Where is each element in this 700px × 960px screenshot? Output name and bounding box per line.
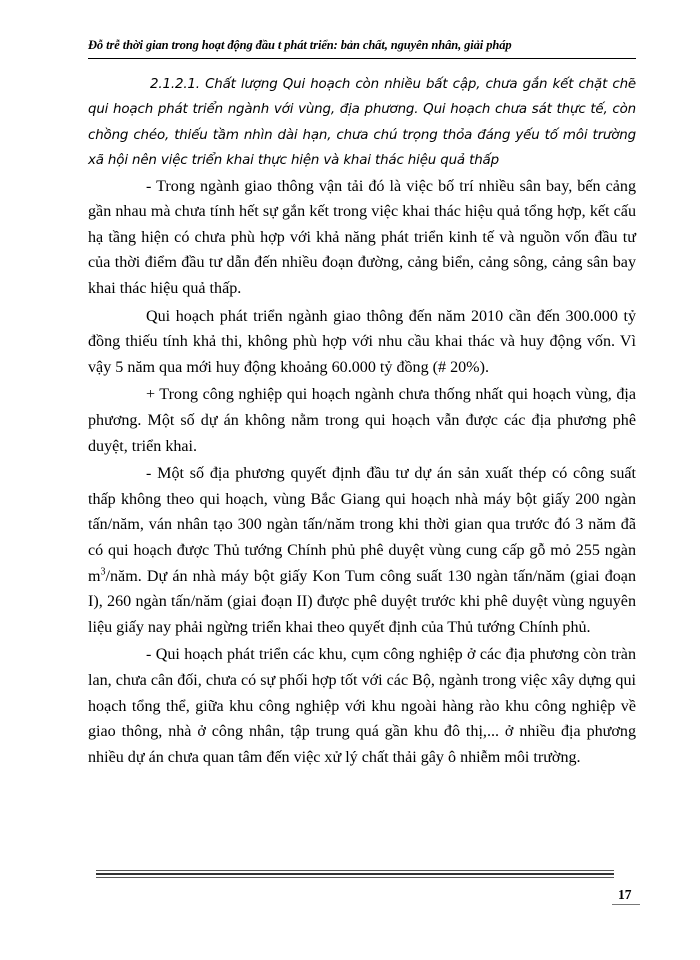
- running-header: Đỗ trễ thời gian trong hoạt động đầu t phát triển: bản chất, nguyên nhân, giải pháp: [88, 38, 512, 52]
- paragraph-industrial-zones: - Qui hoạch phát triển các khu, cụm công nghiệp ở các địa phương còn tràn lan, chưa cân đối, chưa có sự phối hợp tốt với các Bộ, ngành trong việc xây dựng qui hoạch tổng thể, giữa khu công nghiệp với khu ngoài hàng rào khu công nghiệp về giao thông, nhà ở công nhân, tập trung quá gần khu đô thị,... ở nhiều địa phương nhiều dự án chưa quan tâm đến việc xử lý chất thải gây ô nhiễm môi trường.: [88, 646, 636, 766]
- superscript-cubic: 3: [100, 566, 106, 578]
- paragraph-industry: + Trong công nghiệp qui hoạch ngành chưa thống nhất qui hoạch vùng, địa phương. Một số dự án không nằm trong qui hoạch vẫn được các địa phương phê duyệt, triển khai.: [88, 386, 636, 455]
- header-rule: [88, 58, 636, 59]
- paragraph-steel-paper-part2: /năm. Dự án nhà máy bột giấy Kon Tum công suất 130 ngàn tấn/năm (giai đoạn I), 260 ngàn tấn/năm (giai đoạn II) được phê duyệt trước khi phê duyệt vùng nguyên liệu giấy nay phải ngừng triển khai theo quyết định của Thủ tướng Chính phủ.: [88, 567, 636, 636]
- footer-rule-line: [96, 877, 614, 878]
- page-number-rule: [612, 904, 640, 905]
- footer-rule-line-thick: [96, 873, 614, 875]
- paragraph-transport: - Trong ngành giao thông vận tải đó là việc bố trí nhiều sân bay, bến cảng gần nhau mà chưa tính hết sự gắn kết trong việc khai thác hiệu quả tổng hợp, kết cấu hạ tầng hiện có chưa phù hợp với khả năng phát triển kinh tế và nguồn vốn đầu tư của thời điểm đầu tư dẫn đến nhiều đoạn đường, cảng biển, cảng sông, cảng sân bay khai thác hiệu quả thấp.: [88, 177, 636, 297]
- paragraph-transport-plan: Qui hoạch phát triển ngành giao thông đến năm 2010 cần đến 300.000 tỷ đồng thiếu tính khả thi, không phù hợp với nhu cầu khai thác và huy động vốn. Vì vậy 5 năm qua mới huy động khoảng 60.000 tỷ đồng (# 20%).: [88, 307, 636, 376]
- page-number: 17: [618, 887, 632, 902]
- paragraph-steel-paper-part1: - Một số địa phương quyết định đầu tư dự án sản xuất thép có công suất thấp không theo qui hoạch, vùng Bắc Giang qui hoạch nhà máy bột giấy 200 ngàn tấn/năm, ván nhân tạo 300 ngàn tấn/năm trong khi thời gian qua trước đó 3 năm đã có qui hoạch được Thủ tướng Chính phủ phê duyệt vùng cung cấp gỗ mỏ 255 ngàn m: [88, 465, 636, 585]
- page-body: [88, 72, 636, 772]
- paragraph-steel-paper: [88, 461, 636, 640]
- footer-rule: [96, 870, 614, 880]
- section-heading: 2.1.2.1. Chất lượng Qui hoạch còn nhiều bất cập, chưa gắn kết chặt chẽ qui hoạch phát triển ngành với vùng, địa phương. Qui hoạch chưa sát thực tế, còn chồng chéo, thiếu tầm nhìn dài hạn, chưa chú trọng thỏa đáng yếu tố môi trường xã hội nên việc triển khai thực hiện và khai thác hiệu quả thấp: [88, 77, 636, 169]
- footer-rule-line: [96, 870, 614, 871]
